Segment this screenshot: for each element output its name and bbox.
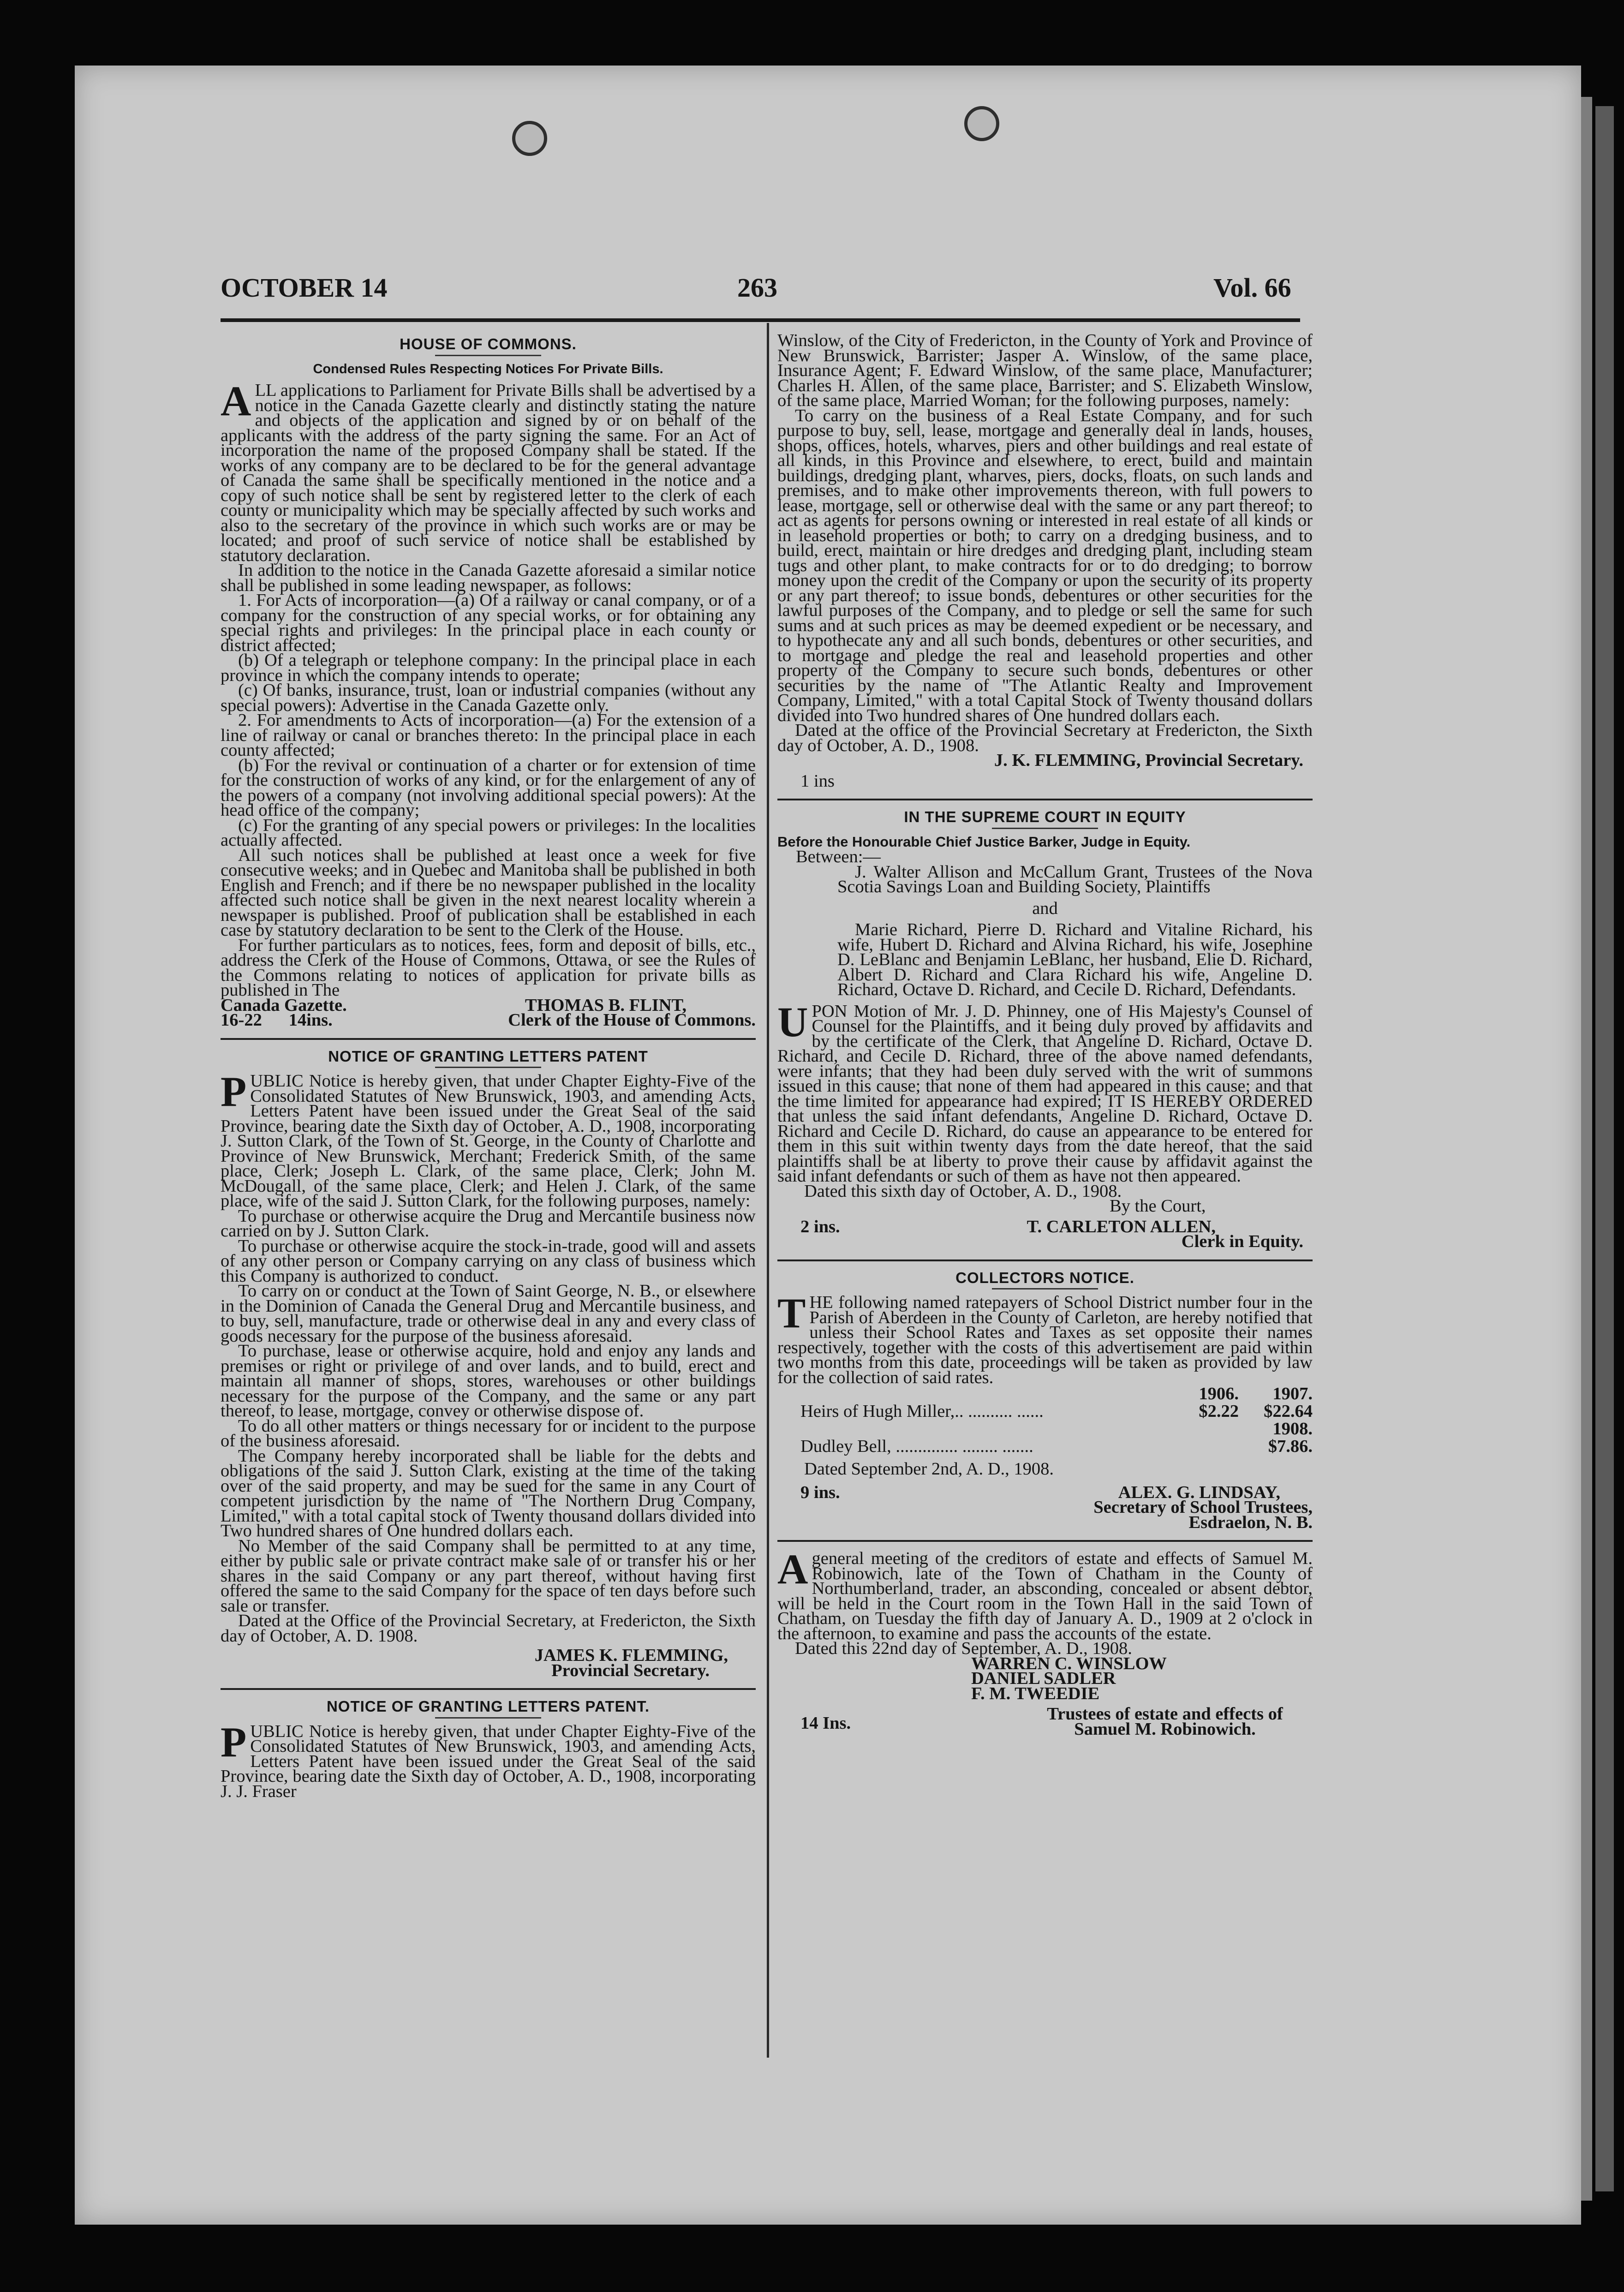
paragraph: To purchase or otherwise acquire the Drug and Mercantile business now carried on by J. Sutton Clark. — [221, 1206, 756, 1241]
insertions: 1 ins — [800, 771, 835, 791]
paragraph: THE following named ratepayers of School District number four in the Parish of Aberdeen in the County of Carleton, are hereby notified that unless their School Rates and Taxes as set opposite their names respectively, together with the costs of this advertisement are paid within two months from this date, proceedings will be taken as provided by law for the collection of said rates. — [777, 1289, 1313, 1387]
paragraph: Ageneral meeting of the creditors of estate and effects of Samuel M. Robinowich, late of the Town of Chatham in the County of Northumberland, trader, an absconding, concealed or absent debtor, will be held in the Court room in the Town Hall in the said Town of Chatham, on Tuesday the fifth day of January A. D., 1909 at 2 o'clock in the afternoon, to examine and pass the accounts of the estate. — [777, 1546, 1313, 1643]
signer-title: Clerk of the House of Commons. — [508, 1010, 756, 1030]
paragraph: The Company hereby incorporated shall be liable for the debts and obligations of the said J. Sutton Clark, existing at the time of the taking over of the said property, and may be sued for the same in any Court of competent jurisdiction by the name of "The Northern Drug Company, Limited," with a total capital stock of Twenty thousand dollars divided into Two hundred shares of One hundred dollars each. — [221, 1446, 756, 1540]
paragraph: Dated September 2nd, A. D., 1908. — [804, 1459, 1054, 1479]
amount: $22.64 — [1264, 1402, 1313, 1421]
paragraph: 1. For Acts of incorporation—(a) Of a railway or canal company, or of a company for the construction of any special works, or for obtaining any special rights and privileges: In the principal place in each county or district affected; — [221, 591, 756, 655]
drop-cap: A — [777, 1546, 808, 1593]
court-by: By the Court, — [1110, 1196, 1206, 1216]
paragraph: To carry on the business of a Real Estate Company, and for such purpose to buy, sell, lease, mortgage and generally deal in lands, houses, shops, offices, hotels, wharves, piers and other buildings and real estate of all kinds, in this Province and elsewhere, to erect, build and maintain buildings, dredging plant, wharves, piers, docks, floats, on such lands and premises, and to make other improvements thereon, with full powers to lease, mortgage, sell or otherwise deal with the same or any part thereof; to act as agents for persons owning or interested in real estate of all kinds or in leasehold properties or both; to carry on a dredging business, and to build, erect, maintain or hire dredges and dredging plant, including steam tugs and other plant, to make contracts for or to do dredging; to borrow money upon the credit of the Company or upon the security of its property or any part thereof; to issue bonds, debentures or other securities for the lawful purposes of the Company, and to pledge or sell the same for such sums and at such prices as may be deemed expedient or be necessary, and to hypothecate any and all such bonds, debentures or other securities, and to mortgage and pledge the real and leasehold properties and other property of the Company to secure such bonds, debentures or other securities by the name of "The Atlantic Realty and Improvement Company, Limited," with a total Capital Stock of Twenty thousand dollars divided into Two hundred shares of One hundred dollars each. — [777, 406, 1313, 725]
table-row — [777, 1438, 1313, 1455]
column-header: 1907. — [1272, 1384, 1313, 1403]
trustee-name: WARREN C. WINSLOW — [971, 1653, 1167, 1673]
signer-place: Esdraelon, N. B. — [1188, 1512, 1313, 1532]
insertions: 14ins. — [288, 1010, 333, 1030]
section-separator — [221, 1688, 756, 1690]
title-rule — [435, 1717, 541, 1719]
column-header: 1906. — [1199, 1384, 1239, 1403]
house-of-commons-notice — [221, 337, 756, 1028]
drop-cap: P — [221, 1718, 247, 1766]
drop-cap: T — [777, 1289, 806, 1337]
paragraph: To carry on or conduct at the Town of Saint George, N. B., or elsewhere in the Dominion of Canada the General Drug and Mercantile business, and to buy, sell, manufacture, trade or otherwise deal in any and every class of goods necessary for the purpose of the business aforesaid. — [221, 1281, 756, 1346]
paragraph: For further particulars as to notices, fees, form and deposit of bills, etc., address the Clerk of the House of Commons, Ottawa, or see the Rules of the Commons relating to notices of application for private bills as published in The — [221, 935, 756, 1000]
header-volume: Vol. 66 — [1213, 273, 1291, 303]
trustee-name: DANIEL SADLER — [971, 1669, 1116, 1688]
section-title: NOTICE OF GRANTING LETTERS PATENT. — [326, 1698, 650, 1715]
signer-name: J. K. FLEMMING, Provincial Secretary. — [994, 751, 1303, 770]
drop-cap: U — [777, 998, 808, 1045]
insertions: 2 ins. — [800, 1217, 840, 1236]
trustee-name: F. M. TWEEDIE — [971, 1683, 1100, 1703]
amount: $7.86. — [1268, 1437, 1313, 1456]
collectors-notice — [777, 1271, 1313, 1530]
signer-title: Secretary of School Trustees, — [1093, 1498, 1313, 1517]
paragraph: Dated at the Office of the Provincial Secretary, at Fredericton, the Sixth day of October, A. D. 1908. — [221, 1611, 756, 1646]
paragraph: (c) Of banks, insurance, trust, loan or industrial companies (without any special powers): Advertise in the Canada Gazette only. — [221, 680, 756, 715]
paragraph: PUBLIC Notice is hereby given, that under Chapter Eighty-Five of the Consolidated Statutes of New Brunswick, 1903, and amending Acts, Letters Patent have been issued under the Great Seal of the said Province, bearing date the Sixth day of October, A. D., 1908, incorporating J. J. Fraser — [221, 1718, 756, 1801]
section-title: IN THE SUPREME COURT IN EQUITY — [904, 808, 1186, 825]
court-and: and — [1032, 898, 1058, 918]
court-defendants: Marie Richard, Pierre D. Richard and Vitaline Richard, his wife, Hubert D. Richard and Alvina Richard, his wife, Josephine D. LeBlanc and Benjamin LeBlanc, her husband, Elie D. Richard, Albert D. Richard and Clara Richard his wife, Angeline D. Richard, Octave D. Richard, and Cecile D. Richard, Defendants. — [837, 920, 1313, 999]
section-separator — [221, 1038, 756, 1040]
section-title: HOUSE OF COMMONS. — [400, 335, 577, 352]
ratepayer-name: Heirs of Hugh Miller,.. .......... ...... — [800, 1402, 1044, 1421]
paragraph: To purchase, lease or otherwise acquire, hold and enjoy any lands and premises or right or privilege of and over lands, and to build, erect and maintain all manner of shops, stores, warehouses or other buildings necessary for the purpose of the Company, and the same or any part thereof, to lease, mortgage, convey or otherwise dispose of. — [221, 1341, 756, 1421]
section-subtitle: Condensed Rules Respecting Notices For Private Bills. — [313, 361, 663, 376]
paragraph: Dated this sixth day of October, A. D., 1908. — [804, 1181, 1122, 1201]
drop-cap: P — [221, 1068, 247, 1115]
binder-hole-left — [512, 121, 547, 156]
realty-company-notice — [777, 331, 1313, 791]
signer-title: Clerk in Equity. — [1181, 1232, 1303, 1251]
reference-number: 16-22 — [221, 1010, 262, 1030]
section-separator — [777, 799, 1313, 800]
table-header-row — [777, 1385, 1313, 1403]
paragraph: 2. For amendments to Acts of incorporation—(a) For the extension of a line of railway or canal or branches thereto: In the principal place in each county affected; — [221, 710, 756, 760]
title-rule — [992, 1288, 1098, 1289]
section-separator — [777, 1540, 1313, 1542]
title-rule — [435, 1067, 541, 1068]
insertions: 9 ins. — [800, 1482, 840, 1502]
paragraph: Winslow, of the City of Fredericton, in the County of York and Province of New Brunswick, Barrister; Jasper A. Winslow, of the same place, Insurance Agent; F. Edward Winslow, of the same place, Manufacturer; Charles H. Allen, of the same place, Barrister; and S. Elizabeth Winslow, of the same place, Married Woman; for the following purposes, namely: — [777, 331, 1313, 410]
letters-patent-notice-1 — [221, 1049, 756, 1678]
paragraph: ALL applications to Parliament for Private Bills shall be advertised by a notice in the Canada Gazette clearly and distinctly stating the nature and objects of the application and signed by or on behalf of the applicants with the address of the party signing the same. For an Act of incorporation the name of the proposed Company shall be stated. If the works of any company are to be declared to be for the general advantage of Canada the same shall be specifically mentioned in the notice and a copy of such notice shall be sent by registered letter to the clerk of each county or municipality which may be specially affected by such works and also to the secretary of the province in which such works are or may be located; and proof of such service of notice shall be established by statutory declaration. — [221, 377, 756, 565]
table-row — [777, 1420, 1313, 1438]
column-header: 1908. — [1272, 1419, 1313, 1438]
paragraph: PUBLIC Notice is hereby given, that under Chapter Eighty-Five of the Consolidated Statutes of New Brunswick, 1903, and amending Acts, Letters Patent have been issued under the Great Seal of the said Province, bearing date the Sixth day of October, A. D., 1908, incorporating J. Sutton Clark, of the Town of St. George, in the County of Charlotte and Province of New Brunswick, Merchant; Frederick Smith, of the same place, Clerk; Joseph L. Clark, of the same place, Clerk; John M. McDougall, of the same place, Clerk; and Helen J. Clark, of the same place, wife of the said J. Sutton Clark, for the following purposes, namely: — [221, 1068, 756, 1211]
signer-title: Provincial Secretary. — [551, 1660, 710, 1680]
title-rule — [435, 355, 541, 356]
left-column — [221, 333, 756, 1799]
creditors-meeting-notice — [777, 1546, 1313, 1739]
title-rule — [992, 828, 1098, 829]
page-edge-shadow-outer — [1595, 106, 1614, 2191]
ratepayers-table — [777, 1385, 1313, 1455]
paragraph: (b) Of a telegraph or telephone company: In the principal place in each province in which the company intends to operate; — [221, 651, 756, 685]
section-separator — [777, 1259, 1313, 1261]
amount: $2.22 — [1199, 1402, 1239, 1421]
column-divider — [767, 323, 769, 2058]
court-before: Before the Honourable Chief Justice Barker, Judge in Equity. — [777, 833, 1191, 850]
paragraph: Dated this 22nd day of September, A. D., 1908. — [795, 1639, 1132, 1658]
court-plaintiffs: J. Walter Allison and McCallum Grant, Trustees of the Nova Scotia Savings Loan and Building Society, Plaintiffs — [837, 862, 1313, 896]
paragraph: In addition to the notice in the Canada Gazette aforesaid a similar notice shall be published in some leading newspaper, as follows: — [221, 561, 756, 595]
trustees-title: Trustees of estate and effects of Samuel M. Robinowich. — [1047, 1704, 1283, 1739]
signer-name: JAMES K. FLEMMING, — [534, 1646, 728, 1665]
ratepayer-name: Dudley Bell, .............. ........ ....... — [800, 1437, 1033, 1456]
right-column — [777, 333, 1313, 1737]
header-page-number: 263 — [737, 273, 777, 303]
paragraph: Dated at the office of the Provincial Secretary at Fredericton, the Sixth day of October, A. D., 1908. — [777, 721, 1313, 755]
letters-patent-notice-2 — [221, 1699, 756, 1799]
paragraph: To do all other matters or things necessary for or incident to the purpose of the business aforesaid. — [221, 1416, 756, 1450]
insertions: 14 Ins. — [800, 1713, 851, 1733]
signer-name: ALEX. G. LINDSAY, — [1118, 1482, 1280, 1502]
drop-cap: A — [221, 377, 251, 424]
paragraph: To purchase or otherwise acquire the stock-in-trade, good will and assets of any other person or Company carrying on any class of business which this Company is authorized to conduct. — [221, 1236, 756, 1286]
signer-name: THOMAS B. FLINT, — [525, 995, 687, 1015]
binder-hole-right — [964, 106, 999, 141]
signer-name: T. CARLETON ALLEN, — [1027, 1217, 1216, 1236]
signature-line — [221, 1010, 756, 1030]
paragraph: (b) For the revival or continuation of a charter or for extension of time for the construction of works of any kind, or for the enlargement of any of the powers of a company (not involving additional special powers): At the head office of the company; — [221, 755, 756, 820]
paragraph: (c) For the granting of any special powers or privileges: In the localities actually affected. — [221, 815, 756, 850]
table-row — [777, 1403, 1313, 1420]
supreme-court-notice — [777, 810, 1313, 1249]
signature-line — [777, 1704, 1313, 1739]
section-title: COLLECTORS NOTICE. — [955, 1269, 1134, 1286]
header-date: OCTOBER 14 — [221, 273, 388, 303]
court-between: Between:— — [796, 847, 881, 866]
section-title: NOTICE OF GRANTING LETTERS PATENT — [328, 1047, 648, 1065]
gazette-label: Canada Gazette. — [221, 995, 347, 1015]
paragraph: All such notices shall be published at least once a week for five consecutive weeks; and in Quebec and Manitoba shall be published in both English and French; and if there be no newspaper published in the locality affected such notice shall be given in the next nearest locality wherein a newspaper is published. Proof of publication shall be established in each case by statutory declaration to be sent to the Clerk of the House. — [221, 845, 756, 940]
paragraph: No Member of the said Company shall be permitted to at any time, either by public sale or private contract make sale of or transfer his or her shares in the said Company or any part thereof, without having first offered the same to the said Company for the space of ten days before such sale or transfer. — [221, 1536, 756, 1616]
paragraph: UPON Motion of Mr. J. D. Phinney, one of His Majesty's Counsel of Counsel for the Plaintiffs, and it being duly proved by affidavits and by the certificate of the Clerk, that Angeline D. Richard, Octave D. Richard, and Cecile D. Richard, three of the above named defendants, were infants; that they had been duly served with the writ of summons issued in this cause; that none of them had appeared in this cause; and that the time limited for appearance had expired; IT IS HEREBY ORDERED that unless the said infant defendants, Angeline D. Richard, Octave D. Richard and Cecile D. Richard, do cause an appearance to be entered for them in this suit within twenty days from the date hereof, that the said plaintiffs shall be at liberty to prove their cause by affidavit against the said infant defendants or such of them as have not then appeared. — [777, 998, 1313, 1186]
header-rule — [221, 318, 1300, 322]
